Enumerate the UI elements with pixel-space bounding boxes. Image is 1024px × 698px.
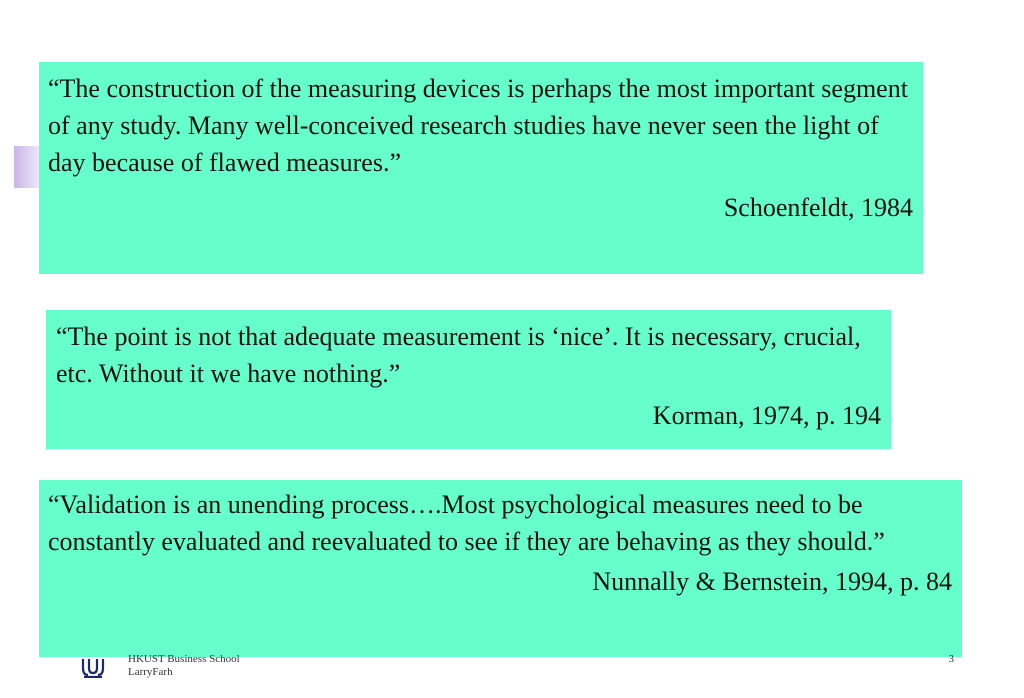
quote-attribution: Korman, 1974, p. 194: [652, 401, 881, 430]
quote-text: “The construction of the measuring devices is perhaps the most important segment of any study. Many well-conceived research studies have never seen the light of day because of flawed measures.”: [48, 74, 908, 177]
quote-box-korman: [46, 310, 891, 449]
quote-attribution: Schoenfeldt, 1984: [723, 193, 913, 222]
quote-box-nunnally: [39, 480, 962, 657]
page-number: 3: [948, 653, 954, 665]
quote-attribution: Nunnally & Bernstein, 1994, p. 84: [592, 567, 952, 596]
hkust-logo-icon: [80, 656, 106, 678]
footer-school: HKUST Business School: [128, 653, 240, 665]
footer-author: LarryFarh: [128, 666, 173, 678]
quote-text: “Validation is an unending process….Most psychological measures need to be constantly evaluated and reevaluated to see if they are behaving as they should.”: [48, 490, 885, 556]
quote-box-schoenfeldt: [39, 62, 923, 274]
footer-credit: [128, 653, 240, 679]
decorative-accent-bar: [14, 146, 40, 188]
quote-text: “The point is not that adequate measurement is ‘nice’. It is necessary, crucial, etc. Without it we have nothing.”: [56, 322, 861, 388]
